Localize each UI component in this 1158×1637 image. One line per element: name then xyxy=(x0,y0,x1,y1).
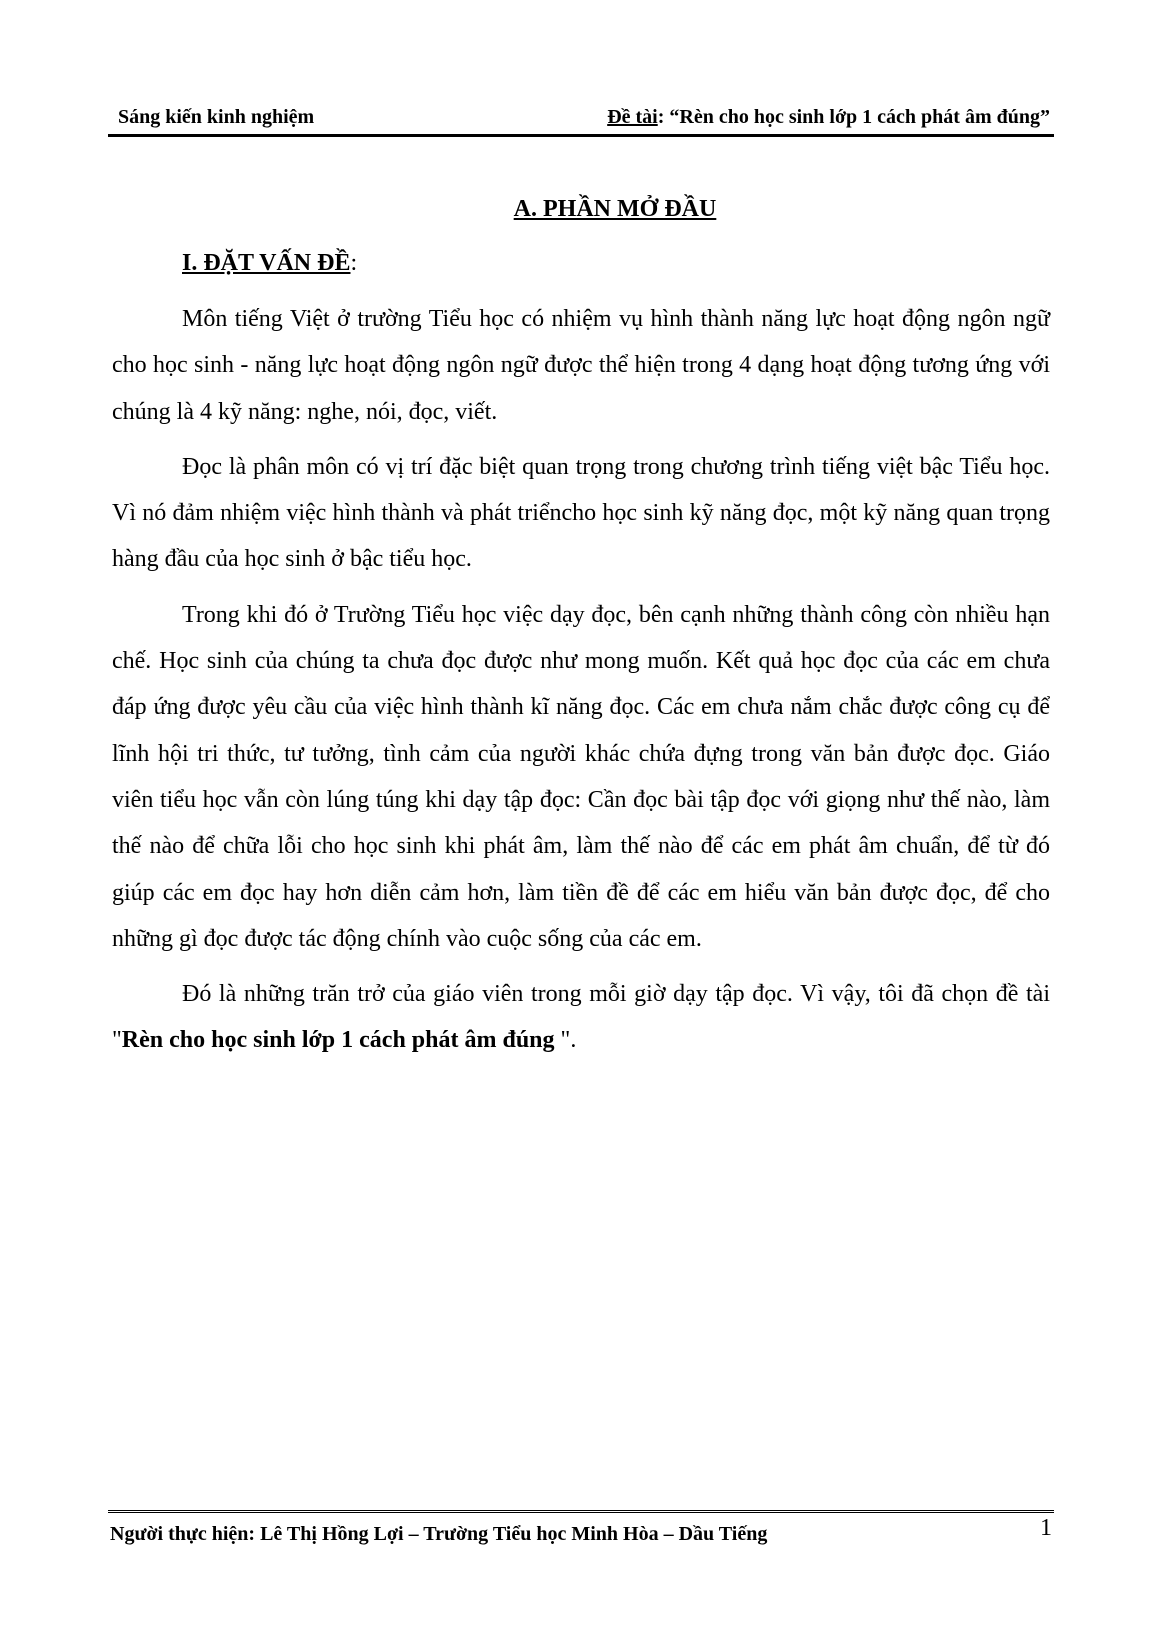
header-topic-label: Đề tài xyxy=(607,106,658,128)
header-document-type: Sáng kiến kinh nghiệm xyxy=(118,106,315,128)
subsection-title xyxy=(182,250,357,277)
paragraph-3: Trong khi đó ở Trường Tiểu học việc dạy đọc, bên cạnh những thành công còn nhiều hạn chế. Học sinh của chúng ta chưa đọc được như mong muốn. Kết quả học đọc của các em chưa đáp ứng được yêu cầu của việc hình thành kĩ năng đọc. Các em chưa nắm chắc được công cụ để lĩnh hội tri thức, tư tưởng, tình cảm của người khác chứa đựng trong văn bản được đọc. Giáo viên tiểu học vẫn còn lúng túng khi dạy tập đọc: Cần đọc bài tập đọc với giọng như thế nào, làm thế nào để chữa lỗi cho học sinh khi phát âm, làm thế nào để các em phát âm chuẩn, để từ đó giúp các em đọc hay hơn diễn cảm hơn, làm tiền đề để các em hiểu văn bản được đọc, để cho những gì đọc được tác động chính vào cuộc sống của các em. xyxy=(112,601,1050,952)
section-title: A. PHẦN MỞ ĐẦU xyxy=(513,196,717,222)
header-topic-title: : “Rèn cho học sinh lớp 1 cách phát âm đúng” xyxy=(657,106,1050,128)
body-content xyxy=(112,296,1050,1073)
topic-title-bold: Rèn cho học sinh lớp 1 cách phát âm đúng xyxy=(121,1027,555,1054)
page-number: 1 xyxy=(1040,1515,1052,1541)
header-topic xyxy=(607,106,1050,129)
paragraph-4 xyxy=(112,971,1050,1064)
subsection-colon: : xyxy=(350,250,358,276)
paragraph-2: Đọc là phân môn có vị trí đặc biệt quan trọng trong chương trình tiếng việt bậc Tiểu học. Vì nó đảm nhiệm việc hình thành và phát triểncho học sinh kỹ năng đọc, một kỹ năng quan trọng hàng đầu của học sinh ở bậc tiểu học. xyxy=(112,453,1050,573)
paragraph-1: Môn tiếng Việt ở trường Tiểu học có nhiệm vụ hình thành năng lực hoạt động ngôn ngữ cho học sinh - năng lực hoạt động ngôn ngữ được thể hiện trong 4 dạng hoạt động tương ứng với chúng là 4 kỹ năng: nghe, nói, đọc, viết. xyxy=(112,306,1050,425)
paragraph-4-end: ". xyxy=(554,1027,577,1054)
page-footer xyxy=(108,1510,1054,1573)
page-header xyxy=(108,100,1054,137)
paragraph-4-lead: Đó là những trăn trở của giáo viên trong mỗi giờ dạy tập đọc. Vì vậy, tôi đã chọn đề tài " xyxy=(112,981,1050,1054)
footer-author: Người thực hiện: Lê Thị Hồng Lợi – Trường Tiểu học Minh Hòa – Dầu Tiếng xyxy=(110,1523,768,1545)
subsection-title-text: I. ĐẶT VẤN ĐỀ xyxy=(182,250,351,276)
